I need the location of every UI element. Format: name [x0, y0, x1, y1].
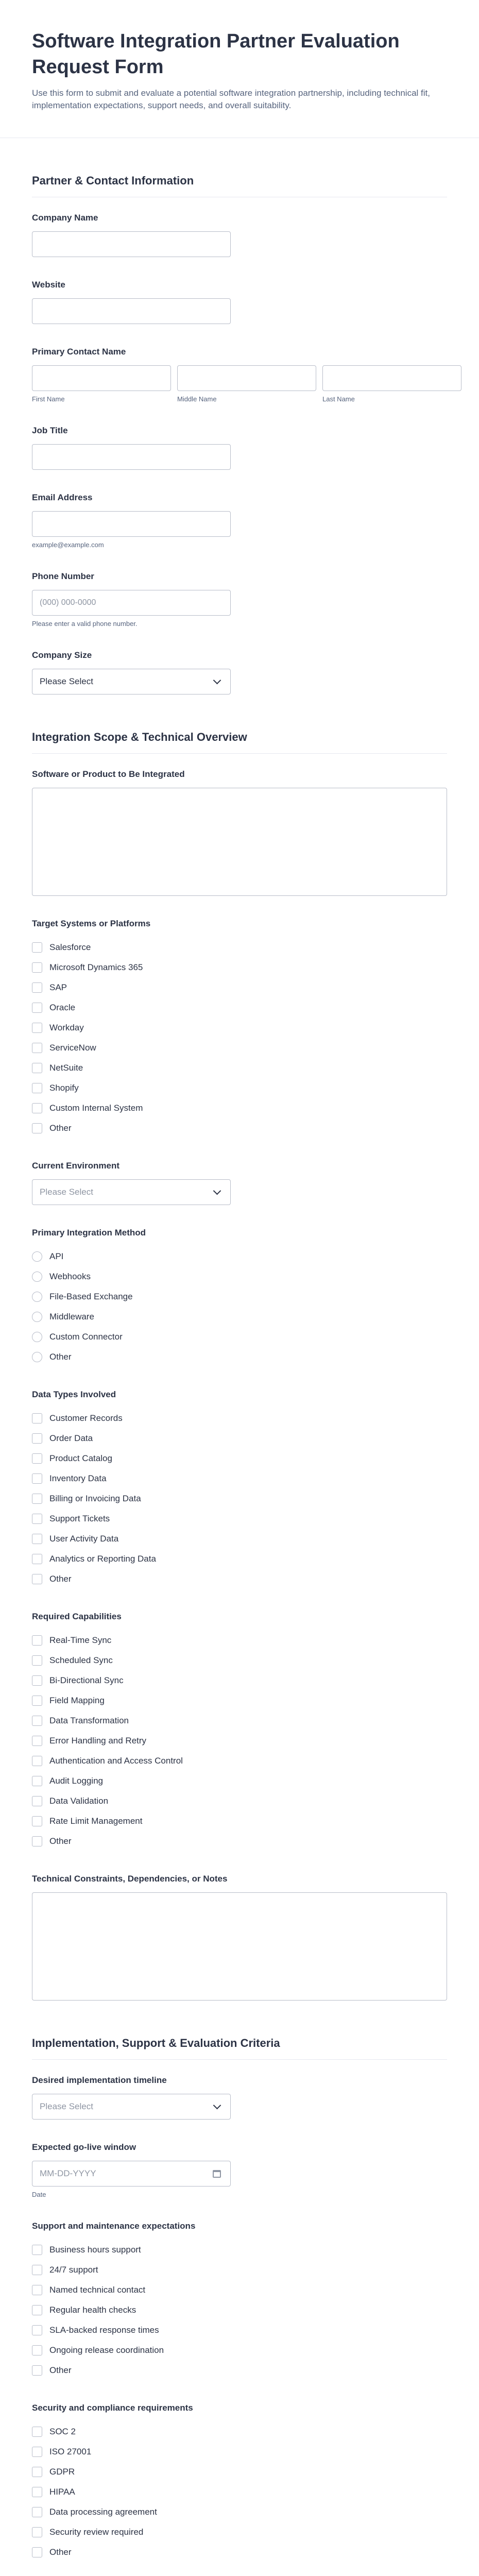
checkbox[interactable] [32, 2365, 42, 2376]
checkbox[interactable] [32, 1574, 42, 1584]
golive-sublabel: Date [32, 2191, 46, 2198]
option-item[interactable] [32, 2280, 447, 2300]
option-label: GDPR [49, 2466, 75, 2477]
option-item[interactable] [32, 2482, 447, 2502]
radio-button[interactable] [32, 1332, 42, 1342]
checkbox[interactable] [32, 2467, 42, 2477]
middle-name-input[interactable] [177, 365, 316, 391]
option-item[interactable] [32, 1307, 447, 1327]
field-label: Primary Contact Name [32, 347, 126, 357]
field-label: Data Types Involved [32, 1389, 116, 1399]
field-label: Website [32, 280, 65, 290]
integration-method-field [32, 1228, 447, 1367]
checkbox[interactable] [32, 1494, 42, 1504]
checkbox[interactable] [32, 1063, 42, 1073]
timeline-select[interactable] [32, 2094, 231, 2120]
checkbox[interactable] [32, 1736, 42, 1746]
first-name-input[interactable] [32, 365, 171, 391]
option-label: Other [49, 2547, 72, 2557]
option-item[interactable] [32, 2421, 447, 2442]
option-label: Error Handling and Retry [49, 1735, 147, 1745]
checkbox[interactable] [32, 1413, 42, 1423]
option-label: ServiceNow [49, 1042, 96, 1053]
date-placeholder: MM-DD-YYYY [40, 2168, 96, 2178]
checkbox[interactable] [32, 1003, 42, 1013]
first-name-col [32, 365, 171, 403]
section-integration-scope [32, 694, 447, 2001]
option-item[interactable] [32, 2462, 447, 2482]
option-item[interactable] [32, 1630, 447, 1650]
email-field [32, 493, 447, 549]
option-label: Other [49, 2365, 72, 2375]
option-label: Other [49, 1836, 72, 1846]
option-label: NetSuite [49, 1062, 83, 1073]
option-label: Regular health checks [49, 2304, 136, 2315]
data-types-options [32, 1408, 447, 1589]
option-label: Billing or Invoicing Data [49, 1493, 141, 1503]
checkbox[interactable] [32, 2245, 42, 2255]
phone-field [32, 571, 447, 628]
checkbox[interactable] [32, 1473, 42, 1484]
phone-input[interactable] [32, 590, 231, 616]
option-label: Webhooks [49, 1271, 91, 1281]
radio-button[interactable] [32, 1272, 42, 1282]
option-label: Inventory Data [49, 1473, 107, 1483]
option-label: Middleware [49, 1311, 94, 1321]
option-item[interactable] [32, 2442, 447, 2462]
option-label: Analytics or Reporting Data [49, 1553, 156, 1564]
target-systems-options [32, 937, 447, 1138]
checkbox[interactable] [32, 2427, 42, 2437]
option-item[interactable] [32, 1710, 447, 1731]
radio-button[interactable] [32, 1292, 42, 1302]
checkbox[interactable] [32, 1796, 42, 1806]
field-label: Job Title [32, 426, 68, 435]
option-label: Named technical contact [49, 2284, 146, 2295]
option-item[interactable] [32, 2240, 447, 2260]
checkbox[interactable] [32, 2345, 42, 2355]
middle-name-sublabel: Middle Name [177, 395, 217, 403]
option-label: Product Catalog [49, 1453, 112, 1463]
option-item[interactable] [32, 1831, 447, 1851]
environment-field [32, 1161, 447, 1205]
constraints-field [32, 1874, 447, 2001]
field-label: Primary Integration Method [32, 1228, 146, 1238]
checkbox[interactable] [32, 2487, 42, 2497]
field-label: Technical Constraints, Dependencies, or Notes [32, 1874, 228, 1884]
option-label: Scheduled Sync [49, 1655, 113, 1665]
last-name-col [322, 365, 461, 403]
capabilities-options [32, 1630, 447, 1851]
website-input[interactable] [32, 298, 231, 324]
checkbox[interactable] [32, 1433, 42, 1444]
option-item[interactable] [32, 1670, 447, 1690]
chevron-down-icon [213, 676, 221, 685]
option-item[interactable] [32, 1058, 447, 1078]
option-label: Customer Records [49, 1413, 123, 1423]
option-label: Other [49, 1573, 72, 1584]
option-item[interactable] [32, 2320, 447, 2340]
option-label: API [49, 1251, 64, 1261]
radio-button[interactable] [32, 1312, 42, 1322]
last-name-sublabel: Last Name [322, 395, 355, 403]
option-item[interactable] [32, 1408, 447, 1428]
field-label: Target Systems or Platforms [32, 919, 151, 928]
timeline-field [32, 2075, 447, 2120]
option-label: User Activity Data [49, 1533, 119, 1544]
job-title-field [32, 426, 447, 470]
option-item[interactable] [32, 1529, 447, 1549]
support-options [32, 2240, 447, 2380]
field-label: Email Address [32, 493, 93, 502]
section-title: Partner & Contact Information [32, 174, 447, 197]
calendar-icon[interactable] [213, 2170, 221, 2178]
option-item[interactable] [32, 1098, 447, 1118]
option-item[interactable] [32, 2300, 447, 2320]
checkbox[interactable] [32, 2325, 42, 2335]
option-item[interactable] [32, 1690, 447, 1710]
checkbox[interactable] [32, 2547, 42, 2557]
checkbox[interactable] [32, 2265, 42, 2275]
option-item[interactable] [32, 1811, 447, 1831]
checkbox[interactable] [32, 1514, 42, 1524]
option-label: Rate Limit Management [49, 1816, 143, 1826]
option-item[interactable] [32, 937, 447, 957]
checkbox[interactable] [32, 1716, 42, 1726]
option-item[interactable] [32, 1771, 447, 1791]
option-label: ISO 27001 [49, 2446, 92, 2456]
option-item[interactable] [32, 2340, 447, 2360]
option-label: SAP [49, 982, 67, 992]
checkbox[interactable] [32, 1083, 42, 1093]
checkbox[interactable] [32, 1756, 42, 1766]
checkbox[interactable] [32, 2285, 42, 2295]
capabilities-field [32, 1612, 447, 1851]
checkbox[interactable] [32, 1043, 42, 1053]
option-item[interactable] [32, 1078, 447, 1098]
option-item[interactable] [32, 1731, 447, 1751]
section-implementation [32, 2001, 447, 2576]
golive-field [32, 2142, 447, 2198]
checkbox[interactable] [32, 1023, 42, 1033]
option-label: Oracle [49, 1002, 76, 1012]
field-label: Security and compliance requirements [32, 2403, 193, 2413]
product-textarea[interactable] [32, 788, 447, 896]
security-options [32, 2421, 447, 2562]
checkbox[interactable] [32, 1123, 42, 1133]
product-field [32, 769, 447, 896]
option-item[interactable] [32, 1448, 447, 1468]
company-name-field [32, 213, 447, 257]
radio-button[interactable] [32, 1251, 42, 1262]
name-row [32, 365, 447, 403]
company-size-field [32, 650, 447, 694]
company-name-input[interactable] [32, 231, 231, 257]
option-label: Shopify [49, 1082, 79, 1093]
constraints-textarea[interactable] [32, 1892, 447, 2001]
checkbox[interactable] [32, 982, 42, 993]
form-subtitle: Use this form to submit and evaluate a potential software integration partnership, including technical fit, implementation expectations, support needs, and overall suitability. [32, 88, 430, 110]
phone-sublabel: Please enter a valid phone number. [32, 620, 138, 628]
chevron-down-icon [213, 2102, 221, 2110]
option-label: Other [49, 1123, 72, 1133]
support-field [32, 2221, 447, 2380]
checkbox[interactable] [32, 1696, 42, 1706]
option-label: Custom Connector [49, 1331, 123, 1342]
option-label: File-Based Exchange [49, 1291, 133, 1301]
field-label: Company Name [32, 213, 98, 223]
option-item[interactable] [32, 2522, 447, 2542]
option-item[interactable] [32, 1286, 447, 1307]
option-label: Microsoft Dynamics 365 [49, 962, 143, 972]
option-item[interactable] [32, 1118, 447, 1138]
option-label: Security review required [49, 2527, 144, 2537]
option-label: Other [49, 1351, 72, 1362]
option-label: Support Tickets [49, 1513, 110, 1523]
checkbox[interactable] [32, 942, 42, 953]
checkbox[interactable] [32, 1453, 42, 1464]
checkbox[interactable] [32, 1635, 42, 1646]
radio-button[interactable] [32, 1352, 42, 1362]
option-item[interactable] [32, 2502, 447, 2522]
checkbox[interactable] [32, 1816, 42, 1826]
checkbox[interactable] [32, 1103, 42, 1113]
checkbox[interactable] [32, 1776, 42, 1786]
field-label: Expected go-live window [32, 2142, 136, 2152]
option-label: Business hours support [49, 2244, 141, 2255]
form-header [0, 0, 479, 138]
option-item[interactable] [32, 1018, 447, 1038]
option-item[interactable] [32, 1549, 447, 1569]
option-item[interactable] [32, 977, 447, 997]
checkbox[interactable] [32, 1675, 42, 1686]
option-label: Data processing agreement [49, 2506, 157, 2517]
option-item[interactable] [32, 1428, 447, 1448]
target-systems-field [32, 919, 447, 1138]
option-label: SOC 2 [49, 2426, 76, 2436]
option-item[interactable] [32, 1266, 447, 1286]
option-label: Workday [49, 1022, 84, 1032]
option-label: SLA-backed response times [49, 2325, 159, 2335]
option-item[interactable] [32, 957, 447, 977]
field-label: Phone Number [32, 571, 94, 581]
checkbox[interactable] [32, 1534, 42, 1544]
checkbox[interactable] [32, 1836, 42, 1846]
security-field [32, 2403, 447, 2562]
job-title-input[interactable] [32, 444, 231, 470]
option-label: Ongoing release coordination [49, 2345, 164, 2355]
option-label: Order Data [49, 1433, 93, 1443]
option-item[interactable] [32, 2542, 447, 2562]
golive-date-input[interactable] [32, 2161, 231, 2187]
option-item[interactable] [32, 1509, 447, 1529]
select-value: Please Select [40, 676, 93, 686]
email-sublabel: example@example.com [32, 541, 104, 549]
middle-name-col [177, 365, 316, 403]
option-item[interactable] [32, 1650, 447, 1670]
checkbox[interactable] [32, 2527, 42, 2537]
checkbox[interactable] [32, 1655, 42, 1666]
option-item[interactable] [32, 1347, 447, 1367]
integration-method-options [32, 1246, 447, 1367]
field-label: Current Environment [32, 1161, 120, 1171]
section-partner-contact [32, 138, 447, 694]
data-types-field [32, 1389, 447, 1589]
first-name-sublabel: First Name [32, 395, 65, 403]
checkbox[interactable] [32, 2507, 42, 2517]
option-label: Data Transformation [49, 1715, 129, 1725]
select-value: Please Select [40, 1187, 93, 1197]
section-title: Implementation, Support & Evaluation Criteria [32, 2037, 447, 2060]
checkbox[interactable] [32, 2447, 42, 2457]
environment-select[interactable] [32, 1179, 231, 1205]
option-item[interactable] [32, 1327, 447, 1347]
form-content [0, 138, 479, 2576]
option-item[interactable] [32, 2260, 447, 2280]
option-label: Custom Internal System [49, 1103, 143, 1113]
field-label: Desired implementation timeline [32, 2075, 167, 2085]
option-item[interactable] [32, 1791, 447, 1811]
company-size-select[interactable] [32, 669, 231, 694]
website-field [32, 280, 447, 324]
option-label: Audit Logging [49, 1775, 103, 1786]
option-item[interactable] [32, 1488, 447, 1509]
option-item[interactable] [32, 997, 447, 1018]
option-label: Salesforce [49, 942, 91, 952]
field-label: Support and maintenance expectations [32, 2221, 196, 2231]
option-label: Authentication and Access Control [49, 1755, 183, 1766]
field-label: Required Capabilities [32, 1612, 122, 1621]
option-label: Field Mapping [49, 1695, 105, 1705]
select-value: Please Select [40, 2102, 93, 2111]
option-label: Real-Time Sync [49, 1635, 112, 1645]
option-label: Bi-Directional Sync [49, 1675, 124, 1685]
section-title: Integration Scope & Technical Overview [32, 731, 447, 754]
option-label: Data Validation [49, 1795, 109, 1806]
option-item[interactable] [32, 1038, 447, 1058]
option-item[interactable] [32, 1569, 447, 1589]
field-label: Software or Product to Be Integrated [32, 769, 185, 779]
form-title: Software Integration Partner Evaluation Request Form [32, 30, 400, 78]
email-input[interactable] [32, 511, 231, 537]
checkbox[interactable] [32, 2305, 42, 2315]
field-label: Company Size [32, 650, 92, 660]
option-label: 24/7 support [49, 2264, 98, 2275]
checkbox[interactable] [32, 1554, 42, 1564]
checkbox[interactable] [32, 962, 42, 973]
option-item[interactable] [32, 1751, 447, 1771]
option-item[interactable] [32, 1246, 447, 1266]
option-label: HIPAA [49, 2486, 75, 2497]
chevron-down-icon [213, 1187, 221, 1195]
option-item[interactable] [32, 1468, 447, 1488]
contact-name-field [32, 347, 447, 403]
option-item[interactable] [32, 2360, 447, 2380]
last-name-input[interactable] [322, 365, 461, 391]
